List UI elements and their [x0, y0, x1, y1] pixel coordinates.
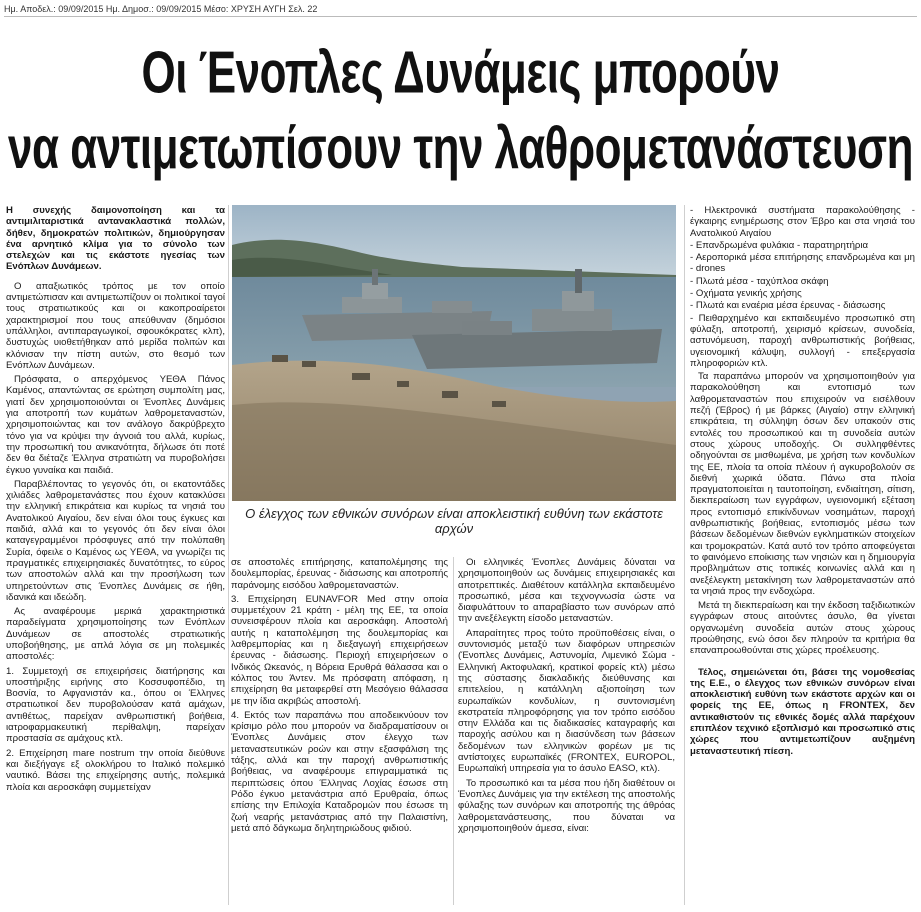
clipping-meta-bar	[4, 2, 917, 17]
news-photo	[232, 205, 676, 501]
article-list-paragraph: 4. Εκτός των παραπάνω που αποδεικνύουν τον κρίσιμο ρόλο που μπορούν να διαδραματίσουν οι Ένοπλες Δυνάμεις στον έλεγχο των μεταναστευτικών ροών και στην εξασφάλιση της τάξης, αλλά και την παροχή ανθρωπιστικής βοήθειας, να αναφέρουμε επιγραμματικά τις περιπτώσεις όπου Έλληνας Λοχίας έσωσε στη Ρόδο έγκυο μετανάστρια από Ερυθραία, όπως επίσης την Επιλοχία Καταδρομών που έσωσε τη ζωή νεαρής μετανάστριας από την Παλαιστίνη, μετά από δάγκωμα δηλητηριώδους φιδιού.	[231, 709, 448, 834]
column-divider	[453, 557, 454, 905]
article-paragraph: Παραβλέποντας το γεγονός ότι, οι εκατοντάδες χιλιάδες λαθρομετανάστες που έχουν κατακλύσει την ελληνική επικράτεια και κυρίως τα νησιά του Ανατολικού Αιγαίου, δεν είναι όλοι τους έγκυες και παιδιά, αλλά και το γεγονός ότι δεν είναι όλοι καταγεγραμμένοι πρόσφυγες από την πολύπαθη Συρία, όφειλε ο Καμένος ως ΥΕΘΑ, να γνωρίζει τις πραγματικές επιχειρησιακές δυνατότητες, το εύρος των αποστολών αλλά και την προσήλωση των υπηρετούντων στις Ένοπλες Δυνάμεις σε ήθη, ιδανικά και ιδεώδη.	[6, 478, 225, 603]
headline-line-1: Οι Ένοπλες Δυνάμεις μπορούν	[141, 39, 780, 107]
list-item: - Πλωτά μέσα - ταχύπλοα σκάφη	[690, 275, 829, 287]
article-paragraph: Ο απαξιωτικός τρόπος με τον οποίο αντιμετώπισαν και αντιμετωπίζουν οι πολιτικοί ταγοί τους στρατιωτικούς και οι κακοπροαίρετοι χαρακτηρισμοί που τους απεύθυναν (δημόσιοι υπάλληλοι, αντιπαραγωγικοί, σφουκόκρατες κλπ), δυστυχώς υιοθετήθηκαν από μερίδα πολιτών και κλόνισαν την πίστη αυτών, στο θεσμό των Ενόπλων Δυνάμεων.	[6, 280, 225, 371]
article-list-paragraph: 3. Επιχείρηση EUNAVFOR Med στην οποία συμμετέχουν 21 κράτη - μέλη της ΕΕ, τα οποία συνεισφέρουν πλοία και αεροσκάφη. Αποστολή αυτής η καταπολέμηση της δουλεμπορίας και λαθρεμπορίας και η διεξαγωγή επιχειρήσεων έρευνας - διάσωσης. Περιοχή επιχειρήσεων ο Ινδικός Ωκεανός, η Βόρεια Ερυθρά θάλασσα και ο κόλπος του Άντεν. Με πρόσφατη απόφαση, η επιχείρηση θα μεταφερθεί στη Μεσόγειο θάλασσα με την ίδια ακριβώς αποστολή.	[231, 593, 448, 707]
article-list-paragraph: 1. Συμμετοχή σε επιχειρήσεις διατήρησης και υποστήριξης ειρήνης στο Κοσσυφοπέδιο, τη Βοσνία, το Αφγανιστάν κα., όπου οι Έλληνες στρατιωτικοί δεν πυροβολούσαν κατά αμάχων, αντιθέτως, παρείχαν ανθρωπιστική βοήθεια, ιατροφαρμακευτική περίθαλψη, παρείχαν προστασία σε αμάχους κτλ.	[6, 665, 225, 745]
list-item: - Αεροπορικά μέσα επιτήρησης επανδρωμένα και μη - drones	[690, 252, 915, 275]
list-item: - Ηλεκτρονικά συστήματα παρακολούθησης - έγκαιρης ενημέρωσης στον Έβρο και στα νησιά του Ανατολικού Αιγαίου	[690, 205, 915, 239]
article-paragraph: Το προσωπικό και τα μέσα που ήδη διαθέτουν οι Ένοπλες Δυνάμεις για την εκτέλεση της αποστολής φύλαξης των συνόρων και αποτροπής της άθρόας λαθρομετανάστευσης, που δύναται να χρησιμοποιηθούν άμεσα, είναι:	[458, 777, 675, 834]
list-item: - Πλωτά και εναέρια μέσα έρευνας - διάσωσης	[690, 300, 886, 312]
article-list-paragraph: 2. Επιχείρηση mare nostrum την οποία διεύθυνε και διεξήγαγε εξ ολοκλήρου το Ιταλικό πολεμικό ναυτικό. Βάσει της επιχείρησης αυτής, πολεμικά πλοία και αεροσκάφη συμμετείχαν	[6, 747, 225, 793]
photo-caption: Ο έλεγχος των εθνικών συνόρων είναι αποκλειστική ευθύνη των εκάστοτε αρχών	[245, 506, 663, 536]
article-paragraph: Απαραίτητες προς τούτο προϋποθέσεις είναι, ο συντονισμός μεταξύ των διαφόρων υπηρεσιών (Ένοπλες Δυνάμεις, Αστυνομία, Λιμενικό Σώμα - Ελληνική Ακτοφυλακή, κρατικοί φορείς κτλ) μέσω της σύστασης διακλαδικής διεύθυνσης και επιτελείου, η κατάλληλη αξιοποίηση των ευρωπαϊκών κονδυλίων, η συντονισμένη εκστρατεία πληροφόρησης για τον τρόπο εισόδου στην Ελλάδα και τις διαδικασίες καταγραφής και παροχής ασύλου και η διασύνδεση των βάσεων δεδομένων των ελληνικών φορέων με τις αντίστοιχες ευρωπαϊκές (FRONTEX, EUROPOL, Ευρωπαϊκή υπηρεσία για το άσυλο EASO, κτλ).	[458, 627, 675, 775]
article-lead: Η συνεχής δαιμονοποίηση και τα αντιμιλιταριστικά αντανακλαστικά πολλών, δήθεν, δημοκρατών πολιτικών, δημιούργησαν ένα αρνητικό κλίμα για το σύνολο των στελεχών και τις εκάστοτε ηγεσίας των Ενόπλων Δυνάμεων.	[6, 205, 225, 273]
headline-line-2: να αντιμετωπίσουν την λαθρομετανάστευση	[7, 115, 914, 182]
column-divider	[684, 205, 685, 905]
clipping-meta-text: Ημ. Αποδελ.: 09/09/2015 Ημ. Δημοσ.: 09/09/2015 Μέσο: ΧΡΥΣΗ ΑΥΓΗ Σελ. 22	[4, 4, 318, 14]
list-item: - Πειθαρχημένο και εκπαιδευμένο προσωπικό στη φύλαξη, αποτροπή, χειρισμό κρίσεων, συνοδεία, αστυνόμευση, παροχή ανθρωπιστικής βοήθειας, υγειονομική κάλυψη, συλλογή - επεξεργασία πληροφοριών κτλ.	[690, 312, 915, 369]
article-paragraph: Πρόσφατα, ο απερχόμενος ΥΕΘΑ Πάνος Καμένος, απαντώντας σε ερώτηση συμπολίτη μας, γιατί δεν χρησιμοποιούνται οι Ένοπλες Δυνάμεις για αποτροπή των κυμάτων λαθρομεταναστών, χρησιμοποιώντας και τον ανάλογο δακρύβρεχτο τόνο για να κρύψει την άγνοιά του αλλά, κυρίως, την προσωπική του ανικανότητα, δήλωσε ότι ποτέ δεν θα διέταζε Έλληνα στρατιώτη να πυροβολήσει έγκυο γυναίκα και παιδιά.	[6, 374, 225, 476]
article-paragraph: Τα παραπάνω μπορούν να χρησιμοποιηθούν για παρακολούθηση και εντοπισμό των λαθρομεταναστών που επιχειρούν να εισέλθουν πεζή (Έβρος) ή με βάρκες (Αιγαίο) στην ελληνική επικράτεια, τη σύλληψη όσων δεν υπακούν στις εντολές του προσωπικού και τη συνοδεία αυτών στους χώρους υποδοχής. Οι συλληφθέντες οδηγούνται σε μισθωμένα, με χρήση των κονδυλίων της ΕΕ, πλοία τα οποία πλέουν ή αγκυροβολούν σε διεθνή χωρικά ύδατα. Πάνω στα πλοία πραγματοποιείται η ταυτοποίηση, ενδιαίτηση, σίτιση, διεκπεραίωση των εγγράφων, υγειονομική εξέταση προς εντοπισμό επικίνδυνων νοσημάτων, παροχή ανθρωπιστικής βοήθειας, εντοπισμός μέσω των βάσεων δεδομένων διεθνών εγκληματικών στοιχείων και τρομοκρατών. Κατά αυτό τον τρόπο αποφεύγεται το φαινόμενο εποίκισης των νησιών και η δημιουργία προβλημάτων στις τοπικές κοινωνίες αλλά και η ανεξέλεγκτη μετακίνηση των λαθρομεταναστών από τα νησιά προς την ενδοχώρα.	[690, 371, 915, 597]
article-column-4	[690, 205, 915, 905]
equipment-list	[690, 205, 915, 369]
column-divider	[228, 205, 229, 905]
article-column-3	[458, 557, 675, 905]
list-item: - Οχήματα γενικής χρήσης	[690, 288, 802, 300]
list-item: - Επανδρωμένα φυλάκια - παρατηρητήρια	[690, 239, 869, 251]
article-paragraph: Οι ελληνικές Ένοπλες Δυνάμεις δύναται να χρησιμοποιηθούν ως δυνάμεις επιχειρησιακές και αποτρεπτικές. Διαθέτουν κατάλληλα εκπαιδευμένο προσωπικό, μέσα και τεχνογνωσία ώστε να διαφυλάττουν το απαραβίαστο των συνόρων από την ανεξέλεγκτη είσοδο μεταναστών.	[458, 557, 675, 625]
landing-ships-photo	[232, 205, 676, 501]
article-column-2	[231, 557, 448, 905]
article-paragraph: Ας αναφέρουμε μερικά χαρακτηριστικά παραδείγματα χρησιμοποίησης των Ενόπλων Δυνάμεων σε αποστολές στρατιωτικής υποβοήθησης, με απλά λόγια σε μη πολεμικές αποστολές:	[6, 606, 225, 663]
article-paragraph: Μετά τη διεκπεραίωση και την έκδοση ταξιδιωτικών εγγράφων στους αιτούντες άσυλο, θα γίνεται οργανωμένη συνοδεία αυτών στους χώρους προώθησης, ενώ όσοι δεν πληρούν τα κριτήρια θα επαναπροωθούνται στις χώρες προέλευσης.	[690, 600, 915, 657]
headline	[0, 39, 921, 182]
article-column-1	[6, 205, 225, 905]
article-paragraph: σε αποστολές επιτήρησης, καταπολέμησης της δουλεμπορίας, έρευνας - διάσωσης και αποτροπής παράνομης εισόδου λαθρομεταναστών.	[231, 557, 448, 591]
article-closing: Τέλος, σημειώνεται ότι, βάσει της νομοθεσίας της Ε.Ε., ο έλεγχος των εθνικών συνόρων είναι αποκλειστική ευθύνη των εκάστοτε αρχών και οι φορείς της ΕΕ, όπως η FRONTEX, δεν αντικαθιστούν τις εθνικές δομές αλλά παρέχουν επιπλέον τεχνικό εξοπλισμό και προσωπικό στις χώρες που αντιμετωπίζουν αυξημένη μεταναστευτική πίεση.	[690, 666, 915, 757]
